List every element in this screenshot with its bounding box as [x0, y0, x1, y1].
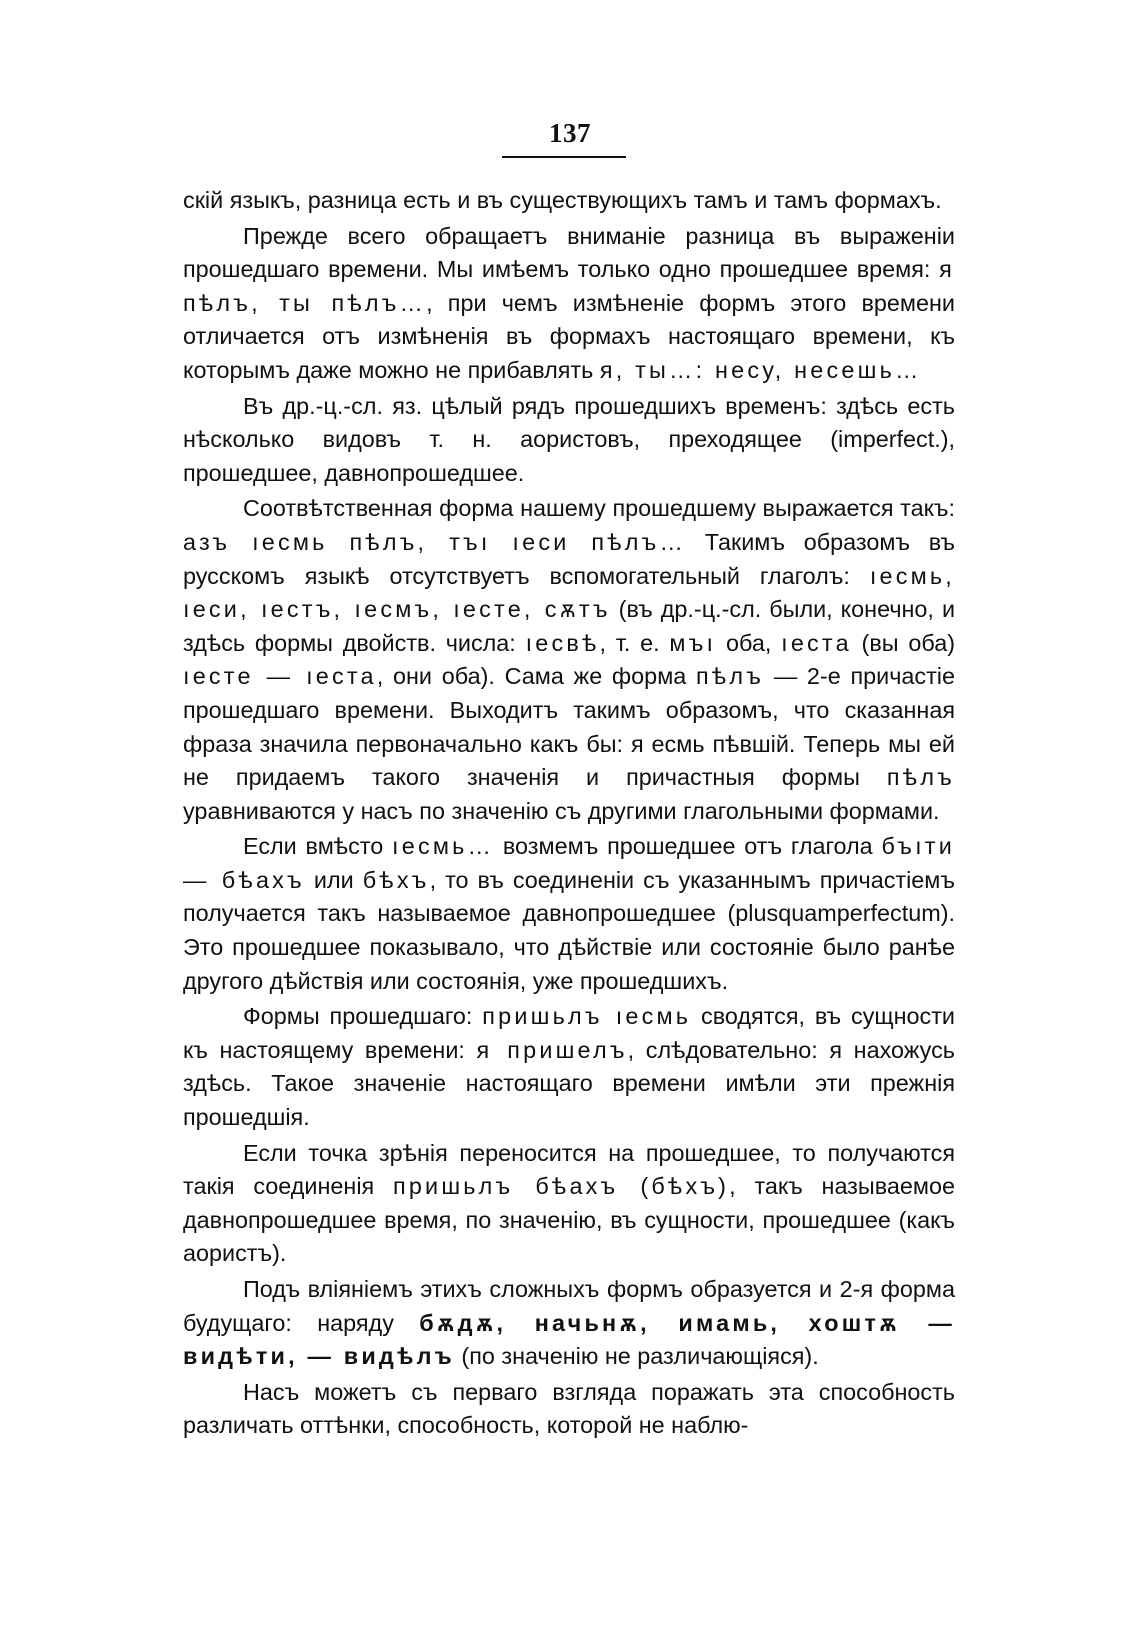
- text-run: или: [304, 866, 363, 893]
- page-number: 137: [549, 118, 591, 148]
- emphasized-text: я пришелъ: [476, 1036, 628, 1063]
- text-run: , они оба). Сама же форма: [376, 663, 697, 690]
- paragraph-p7: [183, 1137, 955, 1271]
- emphasized-text: ıесвѣ: [525, 629, 600, 656]
- text-run: Если точка зрѣнія переносится на прошедшее, то получаются такія соединенія: [183, 1139, 955, 1200]
- emphasized-text: пришьлъ бѣахъ (бѣхъ): [392, 1173, 730, 1200]
- text-run: , при чемъ измѣненіе формъ этого времени отличается отъ измѣненія въ формахъ настоящаго времени, къ которымъ даже можно не прибавлять: [183, 289, 955, 383]
- emphasized-text: ıесмь, ıеси, ıестъ, ıесмъ, ıесте, сѫтъ: [183, 562, 955, 623]
- emphasized-text: бѣхъ: [362, 866, 430, 893]
- text-run: , то въ соединеніи съ указаннымъ причастіемъ получается такъ называемое давнопрошедшее (plusquamperfectum). Это прошедшее показывало, что дѣйствіе или состояніе было ранѣе другого дѣйствія или состоянія, уже прошедшихъ.: [183, 866, 956, 994]
- emphasized-text: пѣлъ: [696, 663, 765, 690]
- emphasized-text: я пѣлъ, ты пѣлъ…: [183, 256, 955, 316]
- paragraph-p6: [183, 1000, 955, 1134]
- emphasized-text: ıесмь…: [392, 833, 495, 860]
- text-run: Въ др.-ц.-сл. яз. цѣлый рядъ прошедшихъ временъ: здѣсь есть нѣсколько видовъ т. н. аористовъ, преходящее (imperfect.), прошедшее, давнопрошедшее.: [183, 392, 955, 486]
- text-run: (въ др.-ц.-сл. были, конечно, и здѣсь формы двойств. числа:: [183, 596, 956, 656]
- emphasized-text: азъ ıесмь пѣлъ, тъı ıеси пѣлъ…: [183, 528, 687, 555]
- emphasized-text: я, ты…: несу, несешь…: [599, 356, 922, 383]
- paragraph-p8: [183, 1273, 955, 1374]
- text-run: оба,: [716, 629, 782, 656]
- emphasized-text: бѫдѫ, начьнѫ, имамь, хоштѫ — видѣти, — видѣлъ: [183, 1309, 955, 1370]
- page-number-rule: [502, 156, 626, 158]
- text-run: Такимъ образомъ въ русскомъ языкѣ отсутствуетъ вспомогательный глаголъ:: [183, 528, 956, 589]
- text-run: — 2-е причастіе прошедшаго времени. Выходитъ такимъ образомъ, что сказанная фраза значила первоначально какъ бы: я есмь пѣвшій. Теперь мы ей не придаемъ такого значенія и причастныя формы: [183, 663, 956, 791]
- paragraph-p2: [183, 220, 955, 388]
- emphasized-text: пришьлъ ıесмь: [482, 1003, 692, 1030]
- text-run: Соотвѣтственная форма нашему прошедшему выражается такъ:: [243, 495, 955, 522]
- emphasized-text: ıеста: [781, 629, 852, 656]
- emphasized-text: пѣлъ: [886, 764, 955, 791]
- paragraph-p3: [183, 390, 955, 491]
- emphasized-text: ıесте — ıеста: [183, 663, 377, 690]
- text-run: (по значенію не различающіяся).: [454, 1343, 819, 1370]
- paragraph-p5: [183, 830, 955, 998]
- emphasized-text: бъıти — бѣахъ: [183, 833, 955, 893]
- text-run: уравниваются у насъ по значенію съ другими глагольными формами.: [183, 797, 940, 824]
- emphasized-text: мъı: [669, 629, 717, 656]
- paragraph-p1: [183, 184, 955, 218]
- text-run: Подъ вліяніемъ этихъ сложныхъ формъ образуется и 2-я форма будущаго: наряду: [183, 1276, 955, 1336]
- text-run: , слѣдовательно: я нахожусь здѣсь. Такое значеніе настоящаго времени имѣли эти прежнія прошедшія.: [183, 1036, 955, 1131]
- text-run: Формы прошедшаго:: [243, 1003, 483, 1030]
- text-run: Если вмѣсто: [243, 833, 393, 860]
- text-run: Прежде всего обращаетъ вниманіе разница въ выраженіи прошедшаго времени. Мы имѣемъ только одно прошедшее время:: [183, 222, 955, 283]
- text-run: сводятся, въ сущности къ настоящему времени:: [183, 1003, 955, 1063]
- text-run: , т. е.: [599, 629, 670, 656]
- body-text: [183, 184, 955, 1445]
- paragraph-p9: [183, 1376, 955, 1443]
- text-run: (вы оба): [851, 629, 955, 656]
- text-run: Насъ можетъ съ перваго взгляда поражать эта способность различать оттѣнки, способность, которой не наблю-: [183, 1378, 955, 1439]
- paragraph-p4: [183, 492, 955, 828]
- text-run: скій языкъ, разница есть и въ существующихъ тамъ и тамъ формахъ.: [183, 187, 942, 213]
- text-run: возмемъ прошедшее отъ глагола: [494, 833, 882, 860]
- text-run: , такъ называемое давнопрошедшее время, по значенію, въ сущности, прошедшее (какъ аористъ).: [183, 1173, 956, 1267]
